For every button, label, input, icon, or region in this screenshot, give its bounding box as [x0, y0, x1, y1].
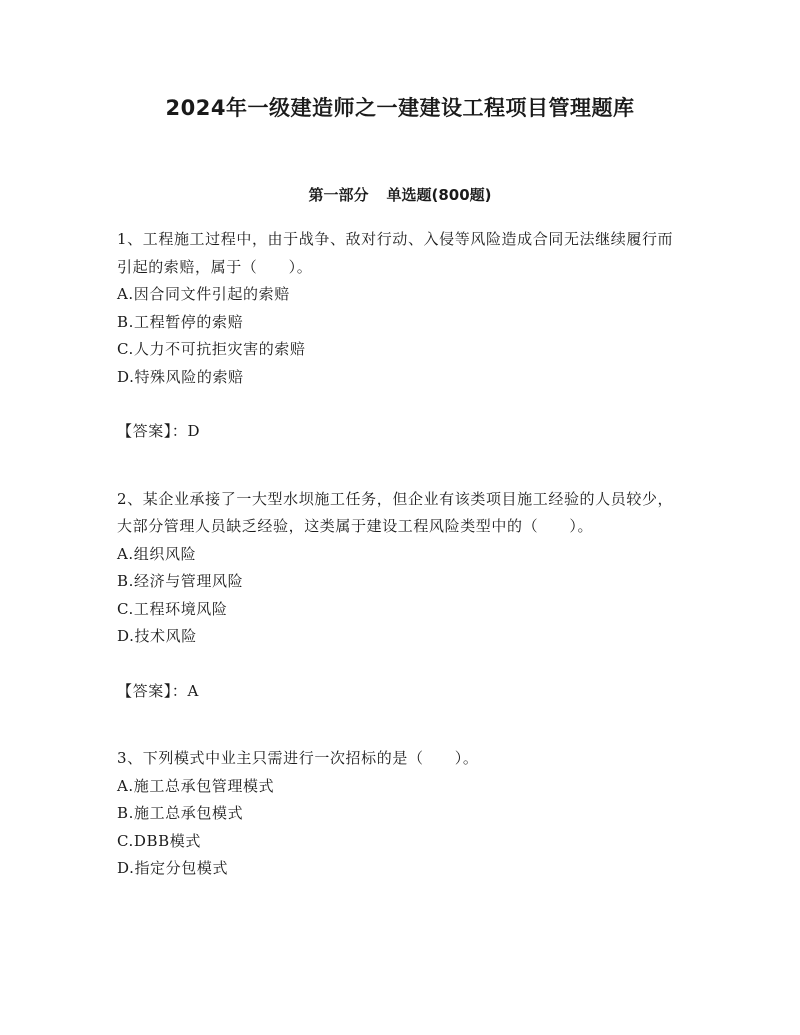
option-d: D.指定分包模式 — [117, 859, 229, 877]
document-title: 2024年一级建造师之一建建设工程项目管理题库 — [165, 96, 635, 120]
option-b: B.工程暂停的索赔 — [117, 312, 244, 331]
option-d: D.特殊风险的索赔 — [117, 367, 244, 386]
answer-value: D — [187, 422, 201, 440]
option-list — [117, 281, 687, 391]
section-type: 单选题(800题) — [386, 186, 492, 204]
option-a: A.施工总承包管理模式 — [117, 776, 275, 795]
question-stem: 3、下列模式中业主只需进行一次招标的是（ ）。 — [117, 749, 479, 767]
answer-line — [117, 678, 687, 706]
option-c: C.DBB模式 — [117, 831, 201, 850]
answer-line — [117, 418, 687, 446]
question-3 — [117, 745, 687, 883]
option-b: B.施工总承包模式 — [117, 804, 244, 822]
answer-value: A — [187, 681, 199, 700]
question-2 — [117, 486, 687, 706]
option-list — [117, 773, 687, 883]
question-stem: 2、某企业承接了一大型水坝施工任务，但企业有该类项目施工经验的人员较少，大部分管理人员缺乏经验，这类属于建设工程风险类型中的（ ）。 — [117, 489, 674, 535]
option-a: A.因合同文件引起的索赔 — [117, 285, 290, 303]
answer-label: 【答案】： — [117, 681, 188, 700]
section-heading — [0, 184, 800, 205]
option-c: C.人力不可抗拒灾害的索赔 — [117, 340, 306, 358]
question-list — [117, 226, 687, 883]
option-c: C.工程环境风险 — [117, 599, 228, 618]
answer-label: 【答案】： — [117, 422, 188, 440]
section-name: 第一部分 — [308, 186, 369, 204]
question-stem: 1、工程施工过程中，由于战争、敌对行动、入侵等风险造成合同无法继续履行而引起的索赔，属于（ ）。 — [117, 230, 674, 276]
question-1 — [117, 226, 687, 446]
option-list — [117, 541, 687, 651]
option-b: B.经济与管理风险 — [117, 572, 244, 590]
option-d: D.技术风险 — [117, 627, 197, 645]
option-a: A.组织风险 — [117, 544, 197, 563]
